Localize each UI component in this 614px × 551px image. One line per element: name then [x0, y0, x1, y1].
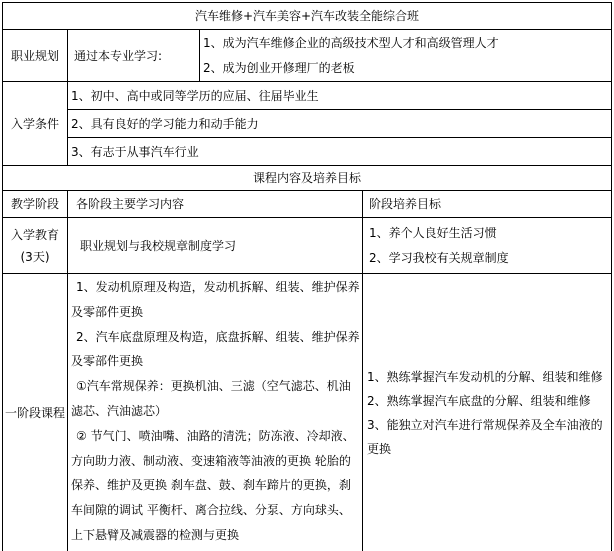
- section-title: 课程内容及培养目标: [252, 171, 361, 185]
- stage-one-content-line: 车间隙的调试 平衡杆、离合拉线、分泵、方向球头、: [71, 503, 351, 518]
- admission-item-2-cell: [67, 109, 612, 138]
- column-header-stage: [2, 190, 68, 218]
- stage-one-content-line: 及零部件更换: [71, 304, 144, 319]
- stage-one-content-cell: [67, 273, 363, 551]
- admission-item-3-cell: [67, 137, 612, 166]
- column-header-content: [67, 190, 363, 218]
- stage-one-content-line: 及零部件更换: [71, 354, 144, 369]
- career-label-cell: [2, 29, 68, 82]
- stage-entry-duration: (3天): [20, 249, 50, 264]
- column-header-goal: [362, 190, 612, 218]
- stage-one-goal-line: 更换: [367, 441, 392, 456]
- career-goal-2: 2、成为创业开修理厂的老板: [203, 60, 355, 75]
- stage-one-content-line: ② 节气门、喷油嘴、油路的清洗；防冻液、冷却液、: [76, 428, 355, 443]
- stage-one-content-line: 1、发动机原理及构造，发动机拆解、组装、维护保养: [76, 280, 360, 294]
- stage-entry-goal-1: 1、养个人良好生活习惯: [369, 225, 497, 240]
- admission-label-cell: [2, 81, 68, 166]
- stage-one-content-line: ①汽车常规保养：更换机油、三滤（空气滤芯、机油: [76, 379, 351, 394]
- stage-one-name-cell: [2, 273, 68, 551]
- stage-one-content-line: 保养、维护及更换 刹车盘、鼓、刹车蹄片的更换，刹: [71, 478, 351, 493]
- career-goals-cell: [199, 29, 612, 82]
- career-label: 职业规划: [10, 48, 59, 63]
- stage-one-name: 一阶段课程: [4, 405, 65, 420]
- stage-one-content-line: 滤芯、汽油滤芯）: [71, 403, 168, 418]
- stage-entry-goal-2: 2、学习我校有关规章制度: [369, 250, 509, 265]
- stage-one-goals-cell: [362, 273, 612, 551]
- admission-item-1-cell: [67, 81, 612, 110]
- column-header-content-text: 各阶段主要学习内容: [76, 197, 185, 211]
- stage-one-content-line: 上下悬臂及减震器的检测与更换: [71, 527, 240, 542]
- admission-label: 入学条件: [10, 116, 59, 131]
- stage-one-content-line: 2、汽车底盘原理及构造，底盘拆解、组装、维护保养: [76, 329, 360, 344]
- stage-entry-goals-cell: [362, 217, 612, 274]
- column-header-stage-text: 教学阶段: [10, 197, 59, 211]
- career-intro-cell: [67, 29, 200, 82]
- career-goal-1: 1、成为汽车维修企业的高级技术型人才和高级管理人才: [203, 35, 499, 50]
- column-header-goal-text: 阶段培养目标: [369, 197, 442, 211]
- stage-one-goal-line: 1、熟练掌握汽车发动机的分解、组装和维修: [367, 369, 603, 384]
- stage-one-goal-line: 2、熟练掌握汽车底盘的分解、组装和维修: [367, 393, 591, 408]
- admission-item-2: 2、具有良好的学习能力和动手能力: [71, 116, 259, 131]
- admission-item-3: 3、有志于从事汽车行业: [71, 144, 199, 159]
- stage-one-content-line: 方向助力液、制动液、变速箱液等油液的更换 轮胎的: [71, 453, 351, 468]
- stage-entry-content: 职业规划与我校规章制度学习: [80, 238, 237, 253]
- stage-one-goal-line: 3、能独立对汽车进行常规保养及全车油液的: [367, 417, 603, 432]
- section-title-cell: [2, 165, 612, 191]
- table-title: [2, 2, 612, 30]
- stage-entry-name: 入学教育: [10, 227, 59, 242]
- stage-entry-name-cell: [2, 217, 68, 274]
- table-title-text: 汽车维修+汽车美容+汽车改装全能综合班: [194, 9, 420, 23]
- stage-entry-content-cell: [67, 217, 363, 274]
- career-intro: 通过本专业学习:: [74, 48, 163, 63]
- admission-item-1: 1、初中、高中或同等学历的应届、往届毕业生: [71, 88, 319, 103]
